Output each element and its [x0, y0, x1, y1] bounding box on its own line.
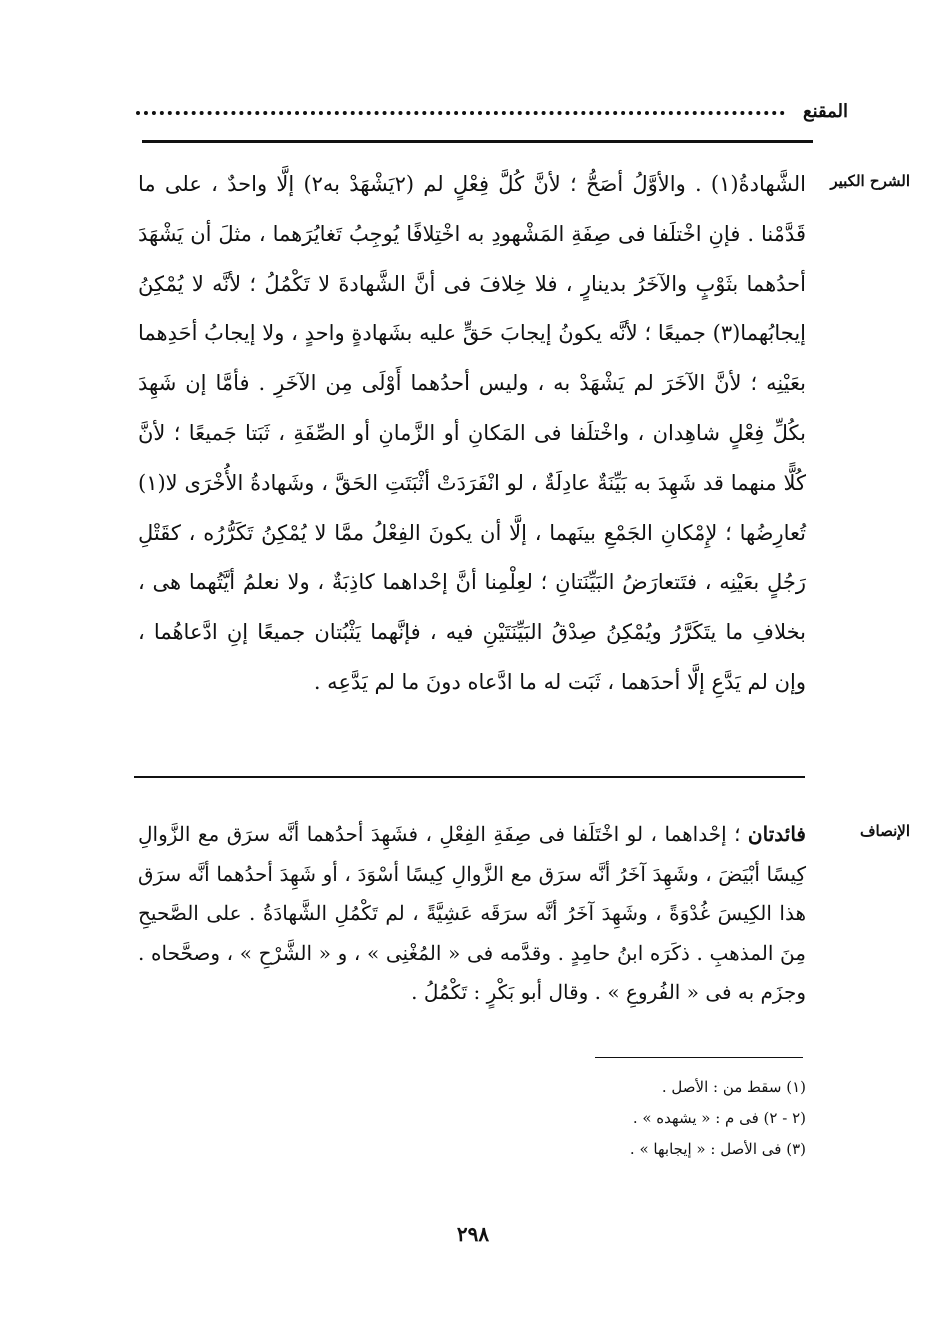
running-title: المقنع [802, 100, 848, 122]
footnote: (٣) فى الأصل : « إيجابها » . [629, 1140, 806, 1158]
footnote: (٢ - ٢) فى م : « يشهده » . [632, 1109, 806, 1127]
section-divider [134, 776, 805, 778]
insaf-keyword: فائدتان [747, 822, 806, 846]
header-dotted-leader [136, 111, 785, 115]
page-number: ٢٩٨ [456, 1222, 490, 1246]
running-header [136, 96, 848, 126]
footnotes [406, 1072, 806, 1165]
sharh-label: الشرح الكبير [830, 172, 910, 190]
insaf-paragraph [138, 815, 806, 1013]
header-rule [142, 140, 813, 143]
insaf-label: الإنصاف [859, 822, 910, 840]
footnote-rule [595, 1057, 803, 1058]
footnote: (١) سقط من : الأصل . [661, 1078, 806, 1096]
insaf-text: ؛ إحْداهما ، لو اخْتَلَفا فى صِفَةِ الفِعْلِ ، فشَهِدَ أحدُهما أنَّه سرَق مع الزَّوالِ كِيسًا أبْيَضَ ، وشَهِدَ آخَرُ أنَّه سرَق مع الزَّوالِ كِيسًا أسْوَدَ ، أو شَهِدَ أحدُهما أنَّه سرَق هذا الكِيسَ غُدْوَةً ، وشَهِدَ آخَرُ أنَّه سرَقَه عَشِيَّةً ، لم تَكْمُلِ الشَّهادَةُ . على الصَّحيحِ مِنَ المذهبِ . ذكَرَه ابنُ حامِدٍ . وقدَّمه فى « المُغْنِى » ، و « الشَّرْحِ » ، وصحَّحاه . وجزَم به فى « الفُروعِ » . وقال أبو بَكْرٍ : تَكْمُلُ . [138, 822, 806, 1004]
sharh-text: الشَّهادةُ(١) . والأوَّلُ أصَحُّ ؛ لأنَّ كُلَّ فِعْلٍ لم (٢يَشْهَدْ به٢) إلَّا واحدٌ ، على ما قَدَّمْنا . فإنِ اخْتلَفا فى صِفَةِ المَشْهودِ به اخْتِلافًا يُوجِبُ تَغايُرَهما ، مثلَ أن يَشْهَدَ أحدُهما بثَوْبٍ والآخَرُ بدينارٍ ، فلا خِلافَ فى أنَّ الشَّهادةَ لا تَكْمُلُ ؛ لأنَّه لا يُمْكِنُ إيجابُهما(٣) جميعًا ؛ لأنَّه يكونُ إيجابَ حَقٍّ عليه بشَهادةٍ واحدٍ ، ولا إيجابُ أحَدِهما بعَيْنِه ؛ لأنَّ الآخَرَ لم يَشْهَدْ به ، وليس أحدُهما أَوْلَى مِن الآخَرِ . فأمَّا إن شَهِدَ بكُلِّ فِعْلٍ شاهِدان ، واخْتلَفا فى المَكانِ أو الزَّمانِ أو الصِّفَةِ ، ثَبَتا جَميعًا ؛ لأنَّ كُلًّا منهما قد شَهِدَ به بَيِّنَةٌ عادِلَةٌ ، لو انْفَرَدَتْ أثْبَتَتِ الحَقَّ ، وشَهادةُ الأُخْرَى لا(١) تُعارِضُها ؛ لإِمْكانِ الجَمْعِ بينَهما ، إلَّا أن يكونَ الفِعْلُ ممَّا لا يُمْكِنُ تَكَرُّرُه ، كقَتْلِ رَجُلٍ بعَيْنِه ، فتَتعارَضُ البَيِّنَتانِ ؛ لعِلْمِنا أنَّ إحْداهما كاذِبَةٌ ، ولا نعلمُ أيَّتُهما هى ، بخلافِ ما يتَكَرَّرُ ويُمْكِنُ صِدْقُ البَيِّنَتَيْنِ فيه ، فإنَّهما يَثْبُتان جميعًا إنِ ادَّعاهُما ، وإن لم يَدَّعِ إلَّا أحدَهما ، ثَبَت له ما ادَّعاه دونَ ما لم يَدَّعِه . [138, 172, 806, 694]
